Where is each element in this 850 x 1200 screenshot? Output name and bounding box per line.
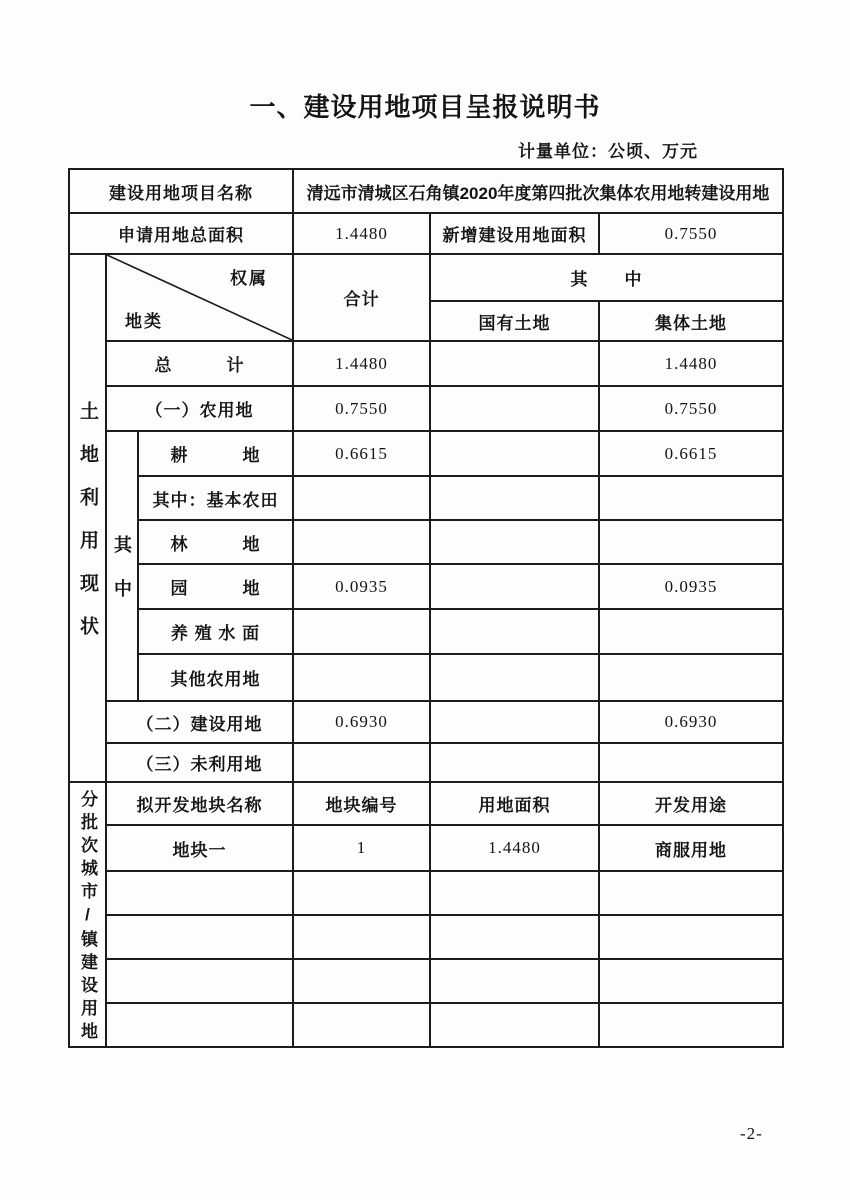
land-row-collective-value <box>600 655 782 700</box>
batch-row-use <box>600 872 782 914</box>
land-row-label: 林 地 <box>139 521 292 563</box>
land-row-state-value <box>431 655 598 700</box>
col-header-total: 合计 <box>294 255 429 340</box>
land-row-label: 园 地 <box>139 565 292 608</box>
batch-header-area: 用地面积 <box>431 783 598 824</box>
diagonal-landtype-label: 地类 <box>125 312 163 331</box>
batch-header-use: 开发用途 <box>600 783 782 824</box>
land-row-state-value <box>431 477 598 519</box>
among-strip-label: 其中 <box>107 432 137 700</box>
land-row-collective-value: 0.6930 <box>600 702 782 742</box>
land-row-label: 其他农用地 <box>139 655 292 700</box>
diagonal-header-cell <box>107 255 292 340</box>
land-row-collective-value: 0.6615 <box>600 432 782 475</box>
land-row-state-value <box>431 432 598 475</box>
land-row-collective-value: 0.7550 <box>600 387 782 430</box>
land-row-state-value <box>431 702 598 742</box>
land-row-total-value <box>294 521 429 563</box>
col-header-collective-land: 集体土地 <box>600 302 782 340</box>
land-row-collective-value <box>600 610 782 653</box>
land-row-total-value <box>294 610 429 653</box>
batch-section-label: 分批次城市/镇建设用地 <box>70 783 105 1046</box>
land-row-label: 其中：基本农田 <box>139 477 292 519</box>
col-header-among: 其 中 <box>431 255 782 300</box>
land-row-total-value: 0.6930 <box>294 702 429 742</box>
batch-row-name <box>107 916 292 958</box>
batch-row-code <box>294 916 429 958</box>
land-row-state-value <box>431 744 598 781</box>
batch-row-name: 地块一 <box>107 826 292 870</box>
unit-note: 计量单位：公顷、万元 <box>518 142 698 161</box>
land-row-state-value <box>431 342 598 385</box>
new-area-value: 0.7550 <box>600 214 782 253</box>
land-row-total-value: 0.6615 <box>294 432 429 475</box>
batch-row-code <box>294 872 429 914</box>
land-row-label: （三）未利用地 <box>107 744 292 781</box>
total-area-label: 申请用地总面积 <box>70 214 292 253</box>
land-row-total-value <box>294 477 429 519</box>
batch-row-use <box>600 916 782 958</box>
land-row-collective-value <box>600 477 782 519</box>
batch-row-area <box>431 916 598 958</box>
land-row-collective-value <box>600 521 782 563</box>
land-row-total-value: 0.0935 <box>294 565 429 608</box>
land-row-total-value: 0.7550 <box>294 387 429 430</box>
batch-row-code: 1 <box>294 826 429 870</box>
batch-row-area <box>431 872 598 914</box>
land-row-state-value <box>431 565 598 608</box>
batch-row-name <box>107 1004 292 1046</box>
total-area-value: 1.4480 <box>294 214 429 253</box>
land-row-state-value <box>431 387 598 430</box>
batch-row-name <box>107 872 292 914</box>
land-row-label: 养 殖 水 面 <box>139 610 292 653</box>
land-use-section-label: 土地利用现状 <box>70 255 105 781</box>
batch-row-use <box>600 1004 782 1046</box>
batch-row-area: 1.4480 <box>431 826 598 870</box>
batch-header-code: 地块编号 <box>294 783 429 824</box>
batch-row-code <box>294 1004 429 1046</box>
land-report-table <box>68 168 784 1048</box>
land-row-label: （一）农用地 <box>107 387 292 430</box>
land-row-label: 总 计 <box>107 342 292 385</box>
project-name-value: 清远市清城区石角镇2020年度第四批次集体农用地转建设用地 <box>294 170 782 212</box>
project-name-label: 建设用地项目名称 <box>70 170 292 212</box>
batch-row-use <box>600 960 782 1002</box>
land-row-collective-value <box>600 744 782 781</box>
batch-header-name: 拟开发地块名称 <box>107 783 292 824</box>
new-area-label: 新增建设用地面积 <box>431 214 598 253</box>
land-row-state-value <box>431 521 598 563</box>
land-row-label: （二）建设用地 <box>107 702 292 742</box>
batch-row-use: 商服用地 <box>600 826 782 870</box>
diagonal-ownership-label: 权属 <box>230 269 268 288</box>
batch-row-code <box>294 960 429 1002</box>
land-row-collective-value: 1.4480 <box>600 342 782 385</box>
page-number: -2- <box>740 1124 763 1143</box>
col-header-state-land: 国有土地 <box>431 302 598 340</box>
page-title: 一、建设用地项目呈报说明书 <box>249 92 601 122</box>
batch-row-area <box>431 1004 598 1046</box>
land-row-total-value <box>294 744 429 781</box>
land-row-total-value: 1.4480 <box>294 342 429 385</box>
batch-row-name <box>107 960 292 1002</box>
batch-row-area <box>431 960 598 1002</box>
land-row-state-value <box>431 610 598 653</box>
land-row-collective-value: 0.0935 <box>600 565 782 608</box>
land-row-label: 耕 地 <box>139 432 292 475</box>
land-row-total-value <box>294 655 429 700</box>
